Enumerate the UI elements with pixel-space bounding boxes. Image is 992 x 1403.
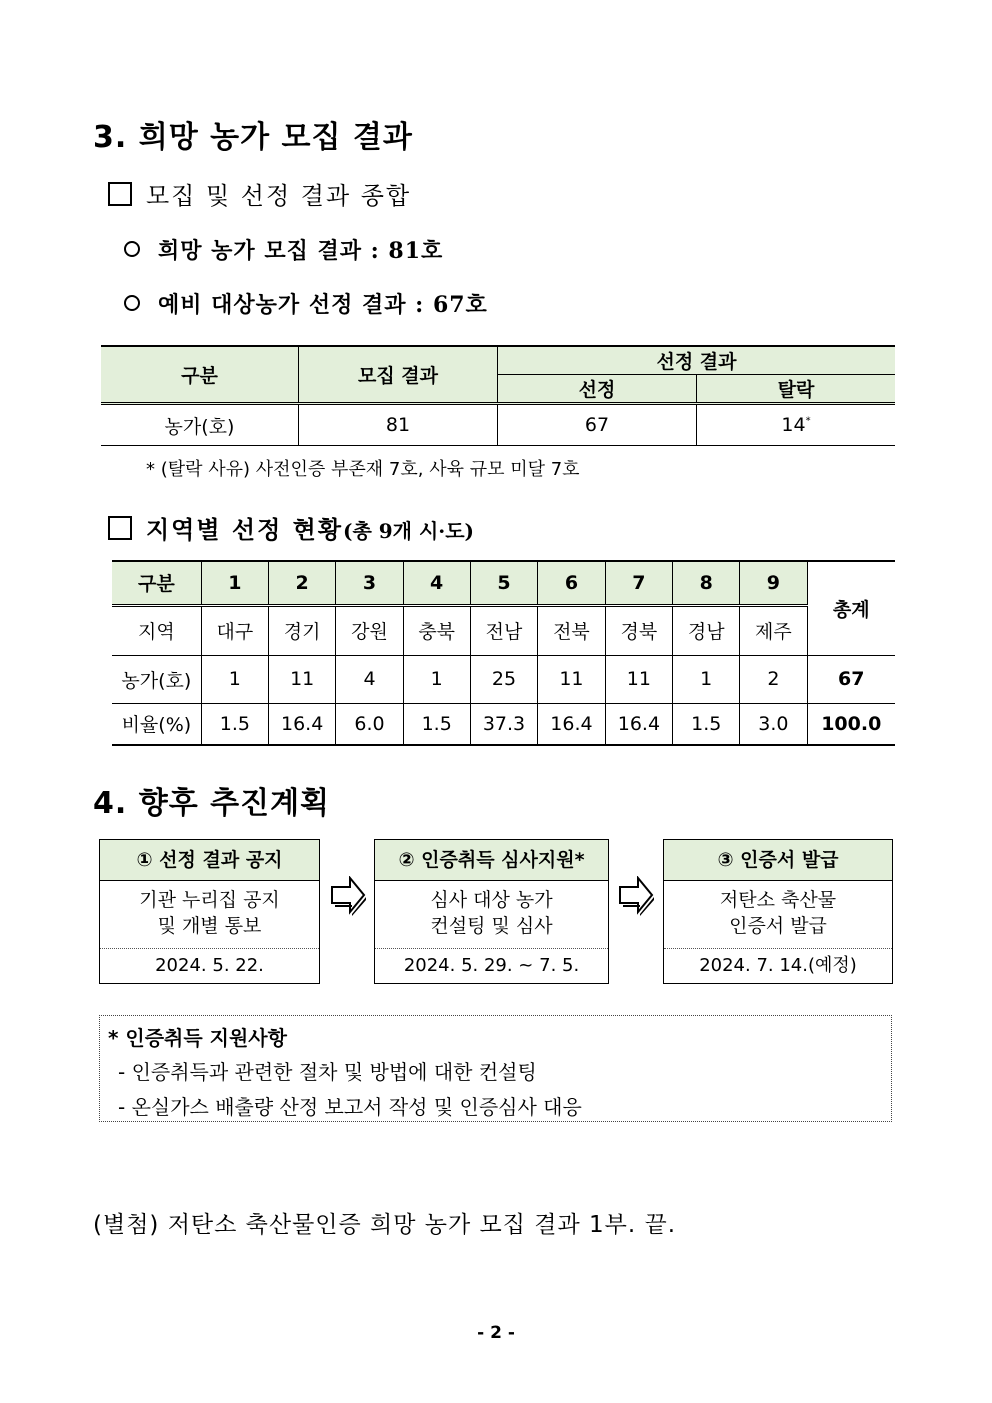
row-label-region: 지역 bbox=[112, 605, 201, 655]
th-region-number: 3 bbox=[336, 561, 403, 605]
th-region-number: 9 bbox=[740, 561, 807, 605]
cell-region-name: 전남 bbox=[470, 605, 537, 655]
bullet-recruit-text: 희망 농가 모집 결과 : 81호 bbox=[158, 238, 444, 264]
th-total: 총계 bbox=[807, 561, 895, 655]
step-2-date: 2024. 5. 29. ~ 7. 5. bbox=[403, 955, 580, 976]
cell-recruit: 81 bbox=[299, 404, 498, 446]
th-region-number: 7 bbox=[605, 561, 672, 605]
th-region-number: 1 bbox=[201, 561, 268, 605]
step-2-title: ② 인증취득 심사지원* bbox=[375, 840, 608, 881]
cell-region-name: 제주 bbox=[740, 605, 807, 655]
cell-ratio: 6.0 bbox=[336, 703, 403, 745]
summary-heading-text: 모집 및 선정 결과 종합 bbox=[146, 182, 412, 210]
step-2-line2: 컨설팅 및 심사 bbox=[430, 915, 553, 937]
summary-heading bbox=[108, 176, 411, 211]
cell-dropped-mark: * bbox=[805, 415, 811, 427]
region-heading-paren: (총 9개 시·도) bbox=[343, 519, 475, 543]
cell-region-name: 경남 bbox=[673, 605, 740, 655]
attachment-line: (별첨) 저탄소 축산물인증 희망 농가 모집 결과 1부. 끝. bbox=[93, 1212, 677, 1238]
note-item-1: - 인증취득과 관련한 절차 및 방법에 대한 컨설팅 bbox=[118, 1060, 537, 1084]
cell-ratio: 16.4 bbox=[538, 703, 605, 745]
cell-region-name: 강원 bbox=[336, 605, 403, 655]
cell-region-name: 대구 bbox=[201, 605, 268, 655]
bullet-selection-result bbox=[124, 288, 488, 319]
region-heading bbox=[108, 510, 474, 545]
note-item-2: - 온실가스 배출량 산정 보고서 작성 및 인증심사 대응 bbox=[118, 1095, 582, 1119]
cell-region-name: 경기 bbox=[268, 605, 335, 655]
cell-region-name: 충북 bbox=[403, 605, 470, 655]
cell-ratio: 1.5 bbox=[673, 703, 740, 745]
th-recruit: 모집 결과 bbox=[299, 346, 498, 404]
row-label-ratio: 비율(%) bbox=[112, 703, 201, 745]
page-number: - 2 - bbox=[477, 1323, 515, 1343]
cell-farms: 25 bbox=[470, 655, 537, 703]
row-label-farms: 농가(호) bbox=[112, 655, 201, 703]
square-bullet-icon bbox=[108, 182, 132, 206]
row-label-farms: 농가(호) bbox=[101, 404, 299, 446]
step-3-line1: 저탄소 축산물 bbox=[719, 889, 837, 911]
th-category: 구분 bbox=[101, 346, 299, 404]
step-1-date: 2024. 5. 22. bbox=[155, 955, 264, 976]
cell-ratio: 37.3 bbox=[470, 703, 537, 745]
summary-table bbox=[101, 345, 895, 446]
step-1-line2: 및 개별 통보 bbox=[157, 915, 262, 937]
step-2 bbox=[374, 839, 609, 984]
step-3-date: 2024. 7. 14.(예정) bbox=[699, 955, 857, 976]
arrow-right-icon bbox=[618, 876, 654, 916]
cell-farms: 1 bbox=[673, 655, 740, 703]
th-dropped: 탈락 bbox=[697, 375, 896, 404]
square-bullet-icon bbox=[108, 516, 132, 540]
th-selection: 선정 결과 bbox=[498, 346, 896, 375]
cell-selected: 67 bbox=[498, 404, 697, 446]
step-2-line1: 심사 대상 농가 bbox=[430, 889, 553, 911]
th-category: 구분 bbox=[112, 561, 201, 605]
step-3-line2: 인증서 발급 bbox=[729, 915, 827, 937]
cell-farms: 11 bbox=[268, 655, 335, 703]
cell-farms: 4 bbox=[336, 655, 403, 703]
cell-farms: 1 bbox=[403, 655, 470, 703]
section4-title: 4. 향후 추진계획 bbox=[93, 786, 331, 821]
section3-title: 3. 희망 농가 모집 결과 bbox=[93, 120, 413, 155]
bullet-selection-text: 예비 대상농가 선정 결과 : 67호 bbox=[158, 292, 488, 318]
step-3 bbox=[663, 839, 893, 984]
step-1-line1: 기관 누리집 공지 bbox=[139, 889, 280, 911]
cell-farms: 11 bbox=[605, 655, 672, 703]
cell-ratio: 3.0 bbox=[740, 703, 807, 745]
step-3-title: ③ 인증서 발급 bbox=[664, 840, 892, 881]
cell-ratio: 1.5 bbox=[201, 703, 268, 745]
cell-region-name: 전북 bbox=[538, 605, 605, 655]
cell-region-name: 경북 bbox=[605, 605, 672, 655]
arrow-right-icon bbox=[330, 876, 366, 916]
cell-farms-total: 67 bbox=[807, 655, 895, 703]
region-table bbox=[112, 560, 895, 746]
step-3-desc bbox=[664, 881, 892, 949]
step-1-desc bbox=[100, 881, 319, 949]
step-1-title: ① 선정 결과 공지 bbox=[100, 840, 319, 881]
region-heading-text: 지역별 선정 현황 bbox=[146, 515, 343, 544]
cell-farms: 11 bbox=[538, 655, 605, 703]
cell-ratio: 1.5 bbox=[403, 703, 470, 745]
th-region-number: 8 bbox=[673, 561, 740, 605]
cell-farms: 2 bbox=[740, 655, 807, 703]
circle-bullet-icon bbox=[124, 241, 140, 257]
support-note-box bbox=[99, 1015, 892, 1122]
th-region-number: 6 bbox=[538, 561, 605, 605]
note-title: * 인증취득 지원사항 bbox=[108, 1026, 287, 1050]
cell-farms: 1 bbox=[201, 655, 268, 703]
cell-dropped bbox=[697, 404, 896, 446]
cell-ratio: 16.4 bbox=[268, 703, 335, 745]
th-region-number: 2 bbox=[268, 561, 335, 605]
th-selected: 선정 bbox=[498, 375, 697, 404]
th-region-number: 5 bbox=[470, 561, 537, 605]
table-footnote: * (탈락 사유) 사전인증 부존재 7호, 사육 규모 미달 7호 bbox=[146, 459, 580, 480]
th-region-number: 4 bbox=[403, 561, 470, 605]
step-2-desc bbox=[375, 881, 608, 949]
step-1 bbox=[99, 839, 320, 984]
cell-ratio-total: 100.0 bbox=[807, 703, 895, 745]
bullet-recruit-result bbox=[124, 234, 443, 265]
circle-bullet-icon bbox=[124, 295, 140, 311]
cell-ratio: 16.4 bbox=[605, 703, 672, 745]
cell-dropped-value: 14 bbox=[781, 414, 806, 436]
